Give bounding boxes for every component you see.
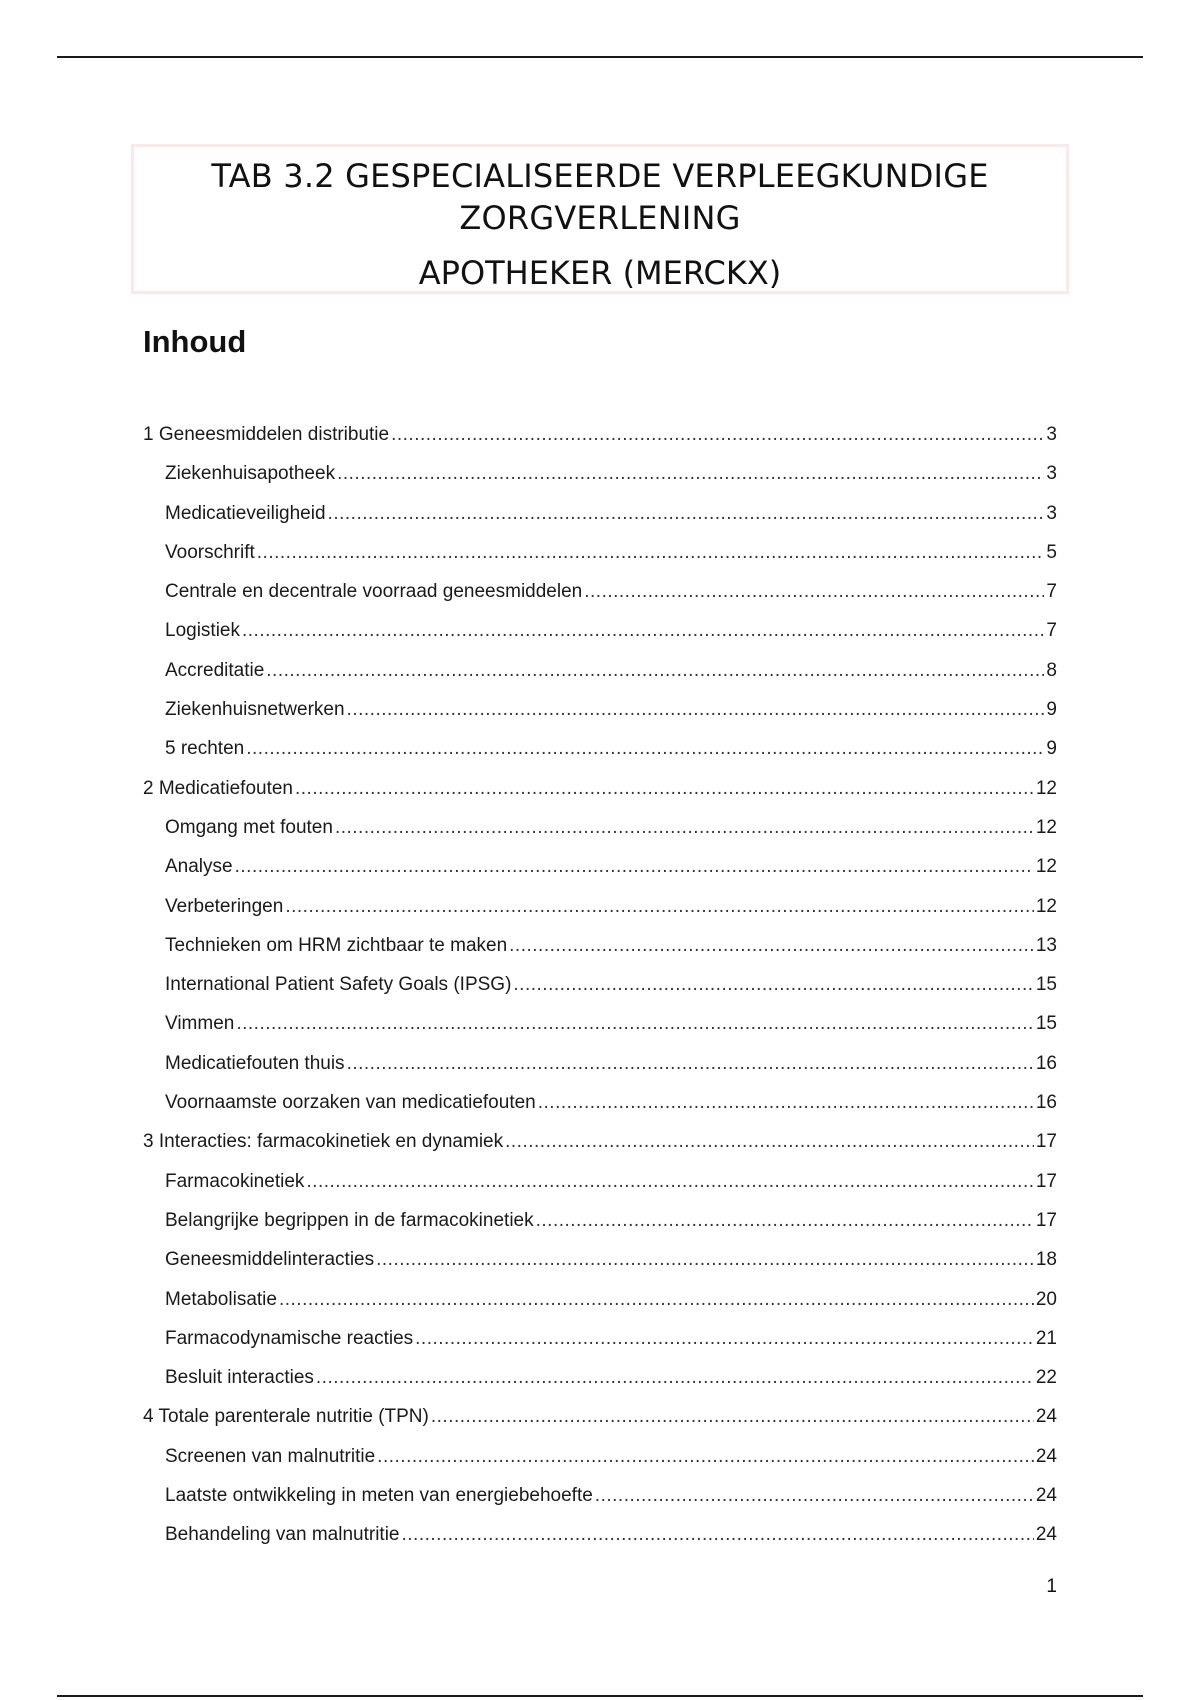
- toc-entry-page: 16: [1035, 1092, 1057, 1114]
- toc-dot-leader: [505, 1122, 1034, 1161]
- toc-dot-leader: [306, 1162, 1033, 1201]
- toc-entry-page: 15: [1035, 974, 1057, 996]
- toc-entry-page: 21: [1035, 1327, 1057, 1349]
- toc-dot-leader: [279, 1280, 1034, 1319]
- toc-entry-page: 3: [1046, 502, 1057, 524]
- toc-entry-page: 24: [1035, 1406, 1057, 1428]
- toc-entry-page: 12: [1035, 895, 1057, 917]
- toc-entry-page: 20: [1035, 1288, 1057, 1310]
- page-number: 1: [1046, 1576, 1057, 1597]
- toc-entry-page: 16: [1035, 1052, 1057, 1074]
- toc-entry-label: Ziekenhuisapotheek: [165, 463, 336, 485]
- toc-entry-label: Accreditatie: [165, 659, 265, 681]
- header-rule: [57, 56, 1143, 58]
- toc-dot-leader: [538, 1083, 1034, 1122]
- document-title: TAB 3.2 GESPECIALISEERDE VERPLEEGKUNDIGE ZORGVERLENING: [211, 157, 989, 237]
- toc-entry[interactable]: [143, 1476, 1057, 1515]
- toc-entry[interactable]: [143, 1240, 1057, 1279]
- toc-entry-label: Farmacodynamische reacties: [165, 1327, 414, 1349]
- toc-entry-page: 3: [1046, 463, 1057, 485]
- toc-entry-page: 8: [1046, 659, 1057, 681]
- toc-dot-leader: [316, 1358, 1034, 1397]
- toc-dot-leader: [328, 494, 1045, 533]
- toc-heading: Inhoud: [143, 324, 247, 359]
- toc-entry-label: 4 Totale parenterale nutritie (TPN): [143, 1406, 429, 1428]
- toc-entry[interactable]: [143, 415, 1057, 454]
- toc-entry[interactable]: [143, 1515, 1057, 1554]
- toc-entry-page: 24: [1035, 1485, 1057, 1507]
- toc-entry-label: Omgang met fouten: [165, 816, 333, 838]
- toc-entry[interactable]: [143, 690, 1057, 729]
- toc-entry[interactable]: [143, 887, 1057, 926]
- toc-dot-leader: [266, 651, 1044, 690]
- toc-entry-label: Centrale en decentrale voorraad geneesmiddelen: [165, 581, 583, 603]
- toc-entry[interactable]: [143, 611, 1057, 650]
- toc-entry-page: 22: [1035, 1367, 1057, 1389]
- toc-entry-label: Voornaamste oorzaken van medicatiefouten: [165, 1092, 536, 1114]
- toc-dot-leader: [376, 1240, 1034, 1279]
- toc-entry-page: 18: [1035, 1249, 1057, 1271]
- toc-entry-label: 1 Geneesmiddelen distributie: [143, 424, 390, 445]
- toc-entry-page: 12: [1035, 816, 1057, 838]
- toc-dot-leader: [242, 611, 1044, 650]
- toc-entry[interactable]: [143, 572, 1057, 611]
- toc-dot-leader: [536, 1201, 1034, 1240]
- toc-entry[interactable]: [143, 1162, 1057, 1201]
- toc-entry-label: Geneesmiddelinteracties: [165, 1249, 375, 1271]
- toc-entry[interactable]: [143, 729, 1057, 768]
- toc-entry-label: Farmacokinetiek: [165, 1170, 305, 1192]
- toc-entry[interactable]: [143, 1044, 1057, 1083]
- toc-entry-label: Medicatiefouten thuis: [165, 1052, 345, 1074]
- toc-entry-page: 13: [1035, 934, 1057, 956]
- toc-entry[interactable]: [143, 1083, 1057, 1122]
- toc-entry[interactable]: [143, 454, 1057, 493]
- toc-entry[interactable]: [143, 847, 1057, 886]
- toc-dot-leader: [584, 572, 1044, 611]
- toc-entry-label: Belangrijke begrippen in de farmacokinetiek: [165, 1209, 534, 1231]
- toc-entry[interactable]: [143, 1201, 1057, 1240]
- toc-entry[interactable]: [143, 1280, 1057, 1319]
- toc-entry-label: Medicatieveiligheid: [165, 502, 326, 524]
- toc-entry-page: 12: [1035, 777, 1057, 799]
- toc-entry-label: 3 Interacties: farmacokinetiek en dynamiek: [143, 1131, 504, 1153]
- toc-dot-leader: [295, 769, 1034, 808]
- toc-entry[interactable]: [143, 1319, 1057, 1358]
- toc-entry-label: Vimmen: [165, 1013, 235, 1035]
- toc-entry-label: 5 rechten: [165, 738, 245, 760]
- toc-entry-page: 5: [1046, 541, 1057, 563]
- toc-dot-leader: [391, 415, 1044, 454]
- document-subtitle: APOTHEKER (MERCKX): [418, 254, 782, 292]
- toc-entry-label: Ziekenhuisnetwerken: [165, 699, 345, 721]
- toc-entry-label: Laatste ontwikkeling in meten van energiebehoefte: [165, 1485, 593, 1507]
- footer-rule: [57, 1695, 1143, 1697]
- toc-dot-leader: [513, 965, 1033, 1004]
- toc-dot-leader: [415, 1319, 1034, 1358]
- toc-entry-label: Metabolisatie: [165, 1288, 277, 1310]
- toc-dot-leader: [235, 847, 1034, 886]
- toc-dot-leader: [335, 808, 1034, 847]
- toc-dot-leader: [595, 1476, 1034, 1515]
- toc-entry-page: 7: [1046, 581, 1057, 603]
- toc-entry-label: International Patient Safety Goals (IPSG): [165, 974, 512, 996]
- toc-entry-label: Technieken om HRM zichtbaar te maken: [165, 934, 508, 956]
- toc-dot-leader: [509, 926, 1034, 965]
- toc-entry-page: 15: [1035, 1013, 1057, 1035]
- toc-entry-page: 3: [1046, 424, 1057, 445]
- toc-entry[interactable]: [143, 651, 1057, 690]
- toc-entry[interactable]: [143, 1122, 1057, 1161]
- toc-dot-leader: [246, 729, 1044, 768]
- toc-entry-label: Verbeteringen: [165, 895, 284, 917]
- toc-entry[interactable]: [143, 926, 1057, 965]
- table-of-contents: [143, 415, 1057, 1555]
- toc-entry-page: 17: [1035, 1170, 1057, 1192]
- toc-dot-leader: [347, 690, 1045, 729]
- toc-entry[interactable]: [143, 769, 1057, 808]
- toc-entry-page: 9: [1046, 738, 1057, 760]
- toc-entry[interactable]: [143, 965, 1057, 1004]
- toc-dot-leader: [402, 1515, 1034, 1554]
- toc-entry[interactable]: [143, 533, 1057, 572]
- toc-dot-leader: [337, 454, 1044, 493]
- toc-entry-page: 12: [1035, 856, 1057, 878]
- toc-dot-leader: [377, 1437, 1034, 1476]
- toc-dot-leader: [285, 887, 1034, 926]
- title-box: [131, 144, 1069, 294]
- toc-dot-leader: [236, 1004, 1034, 1043]
- toc-entry-page: 24: [1035, 1524, 1057, 1546]
- toc-entry-page: 17: [1035, 1209, 1057, 1231]
- toc-entry-label: 2 Medicatiefouten: [143, 777, 293, 799]
- toc-dot-leader: [257, 533, 1045, 572]
- toc-entry[interactable]: [143, 1397, 1057, 1436]
- toc-entry-label: Voorschrift: [165, 541, 255, 563]
- toc-entry-label: Screenen van malnutritie: [165, 1445, 376, 1467]
- toc-entry[interactable]: [143, 494, 1057, 533]
- toc-entry[interactable]: [143, 808, 1057, 847]
- toc-entry[interactable]: [143, 1004, 1057, 1043]
- toc-entry-page: 9: [1046, 699, 1057, 721]
- toc-entry-label: Besluit interacties: [165, 1367, 314, 1389]
- toc-entry-page: 24: [1035, 1445, 1057, 1467]
- toc-entry-page: 7: [1046, 620, 1057, 642]
- toc-dot-leader: [347, 1044, 1034, 1083]
- toc-entry-label: Analyse: [165, 856, 233, 878]
- toc-entry-label: Logistiek: [165, 620, 240, 642]
- toc-entry-page: 17: [1035, 1131, 1057, 1153]
- toc-entry[interactable]: [143, 1358, 1057, 1397]
- toc-entry[interactable]: [143, 1437, 1057, 1476]
- toc-entry-label: Behandeling van malnutritie: [165, 1524, 400, 1546]
- toc-dot-leader: [431, 1397, 1034, 1436]
